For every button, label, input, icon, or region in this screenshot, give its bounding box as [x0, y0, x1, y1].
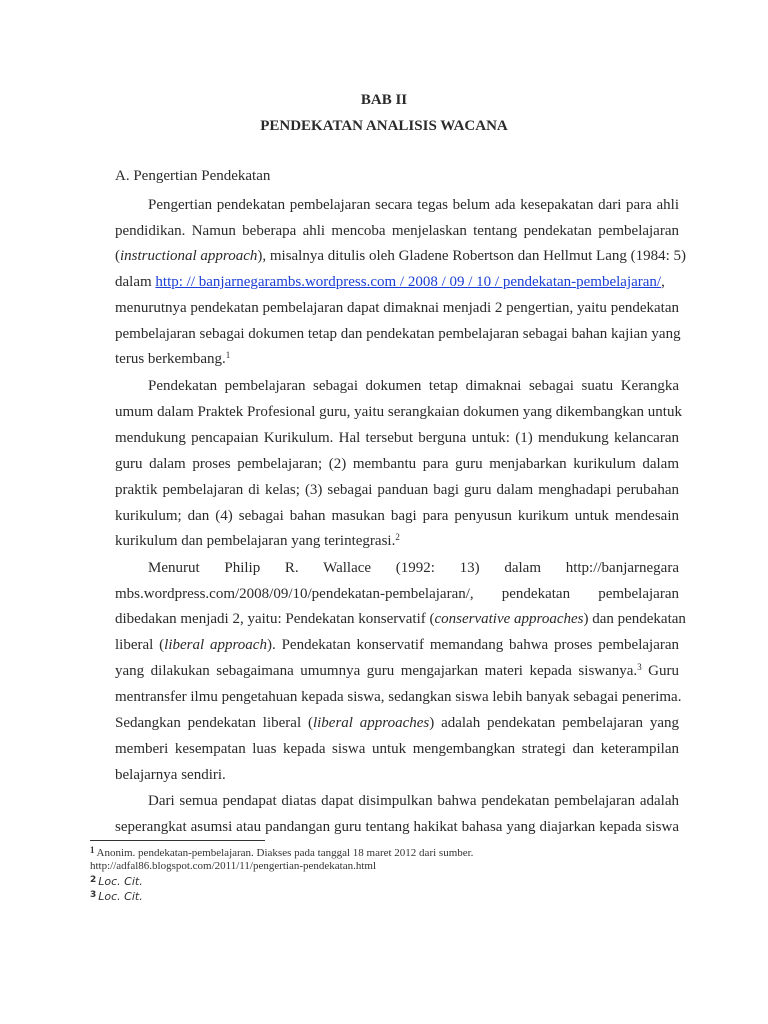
paragraph-3-line-2: mbs.wordpress.com/2008/09/10/pendekatan-pembelajaran/, pendekatan pembelajaran — [115, 586, 679, 602]
italic-term: liberal approaches — [312, 715, 430, 731]
italic-term: liberal approach — [164, 637, 267, 653]
paragraph-3-line-1: Menurut Philip R. Wallace (1992: 13) dalam http://banjarnegara — [148, 560, 679, 576]
section-heading: A. Pengertian Pendekatan — [115, 168, 271, 184]
footnote-separator — [90, 840, 265, 841]
footnote-ref: 3 — [637, 662, 642, 672]
paragraph-1-line-1: Pengertian pendekatan pembelajaran secara tegas belum ada kesepakatan dari para ahli — [148, 197, 679, 213]
footnote-ref: 2 — [395, 532, 400, 542]
footnote-1-source: http://adfal86.blogspot.com/2011/11/pengertian-pendekatan.html — [90, 860, 377, 872]
italic-term: instructional approach — [120, 248, 258, 264]
paragraph-2-line-1: Pendekatan pembelajaran sebagai dokumen tetap dimaknai sebagai suatu Kerangka — [148, 378, 679, 394]
paragraph-2-line-5: praktik pembelajaran di kelas; (3) sebagai panduan bagi guru dalam menghadapi perubahan — [115, 482, 679, 498]
source-link[interactable]: http: // banjarnegarambs.wordpress.com / 2008 / 09 / 10 / pendekatan-pembelajaran/ — [155, 274, 662, 290]
paragraph-2-line-6: kurikulum; dan (4) sebagai bahan masukan bagi para penyusun kurikum untuk mendesain — [115, 508, 679, 524]
paragraph-3-line-3: dibedakan menjadi 2, yaitu: Pendekatan konservatif (conservative approaches) dan pendekatan — [115, 611, 686, 627]
paragraph-1-line-3: (instructional approach), misalnya ditulis oleh Gladene Robertson dan Hellmut Lang (1984: 5) — [115, 248, 687, 264]
paragraph-3-line-8: memberi kesempatan luas kepada siswa untuk mengembangkan strategi dan keterampilan — [115, 741, 679, 757]
paragraph-3-line-5: yang dilakukan sebagaimana umumnya guru mengajarkan materi kepada siswanya.$^3$ Guru — [115, 662, 680, 679]
paragraph-1-line-6: pembelajaran sebagai dokumen tetap dan pendekatan pembelajaran sebagai bahan kajian yang — [115, 326, 681, 342]
paragraph-1-line-2: pendidikan. Namun beberapa ahli mencoba menjelaskan tentang pendekatan pembelajaran — [115, 223, 679, 239]
paragraph-2-line-4: guru dalam proses pembelajaran; (2) membantu para guru menjabarkan kurikulum dalam — [115, 456, 679, 472]
paragraph-2-line-7: kurikulum dan pembelajaran yang terintegrasi.$^2$ — [115, 532, 400, 549]
footnote-ref: 1 — [225, 350, 231, 360]
paragraph-4-line-2: seperangkat asumsi atau pandangan guru tentang hakikat bahasa yang diajarkan kepada siswa — [115, 819, 679, 835]
footnote-3: $^3$ Loc. Cit. — [90, 890, 143, 903]
paragraph-3-line-9: belajarnya sendiri. — [115, 767, 226, 783]
chapter-title: PENDEKATAN ANALISIS WACANA — [260, 118, 508, 134]
footnote-2: $^2$ Loc. Cit. — [90, 875, 143, 888]
footnote-1: $^1$ Anonim. pendekatan-pembelajaran. Diakses pada tanggal 18 maret 2012 dari sumber. — [90, 845, 474, 859]
paragraph-3-line-7: Sedangkan pendekatan liberal (liberal approaches) adalah pendekatan pembelajaran yang — [115, 715, 679, 731]
paragraph-3-line-4: liberal (liberal approach). Pendekatan konservatif memandang bahwa proses pembelajaran — [115, 637, 680, 653]
paragraph-2-line-2: umum dalam Praktek Profesional guru, yaitu serangkaian dokumen yang dikembangkan untuk — [115, 404, 682, 420]
paragraph-1-line-4: dalam http: // banjarnegarambs.wordpress.com / 2008 / 09 / 10 / pendekatan-pembelajaran/, — [115, 274, 665, 290]
paragraph-1-line-5: menurutnya pendekatan pembelajaran dapat dimaknai menjadi 2 pengertian, yaitu pendekatan — [115, 300, 679, 316]
chapter-label: BAB II — [360, 92, 408, 108]
paragraph-4-line-1: Dari semua pendapat diatas dapat disimpulkan bahwa pendekatan pembelajaran adalah — [148, 793, 679, 809]
paragraph-3-line-6: mentransfer ilmu pengetahuan kepada siswa, sedangkan siswa lebih banyak sebagai penerima. — [115, 689, 682, 705]
paragraph-2-line-3: mendukung pencapaian Kurikulum. Hal tersebut berguna untuk: (1) mendukung kelancaran — [115, 430, 679, 446]
italic-term: conservative approaches — [434, 611, 584, 627]
paragraph-1-line-7: terus berkembang.$^1$ — [115, 350, 231, 367]
